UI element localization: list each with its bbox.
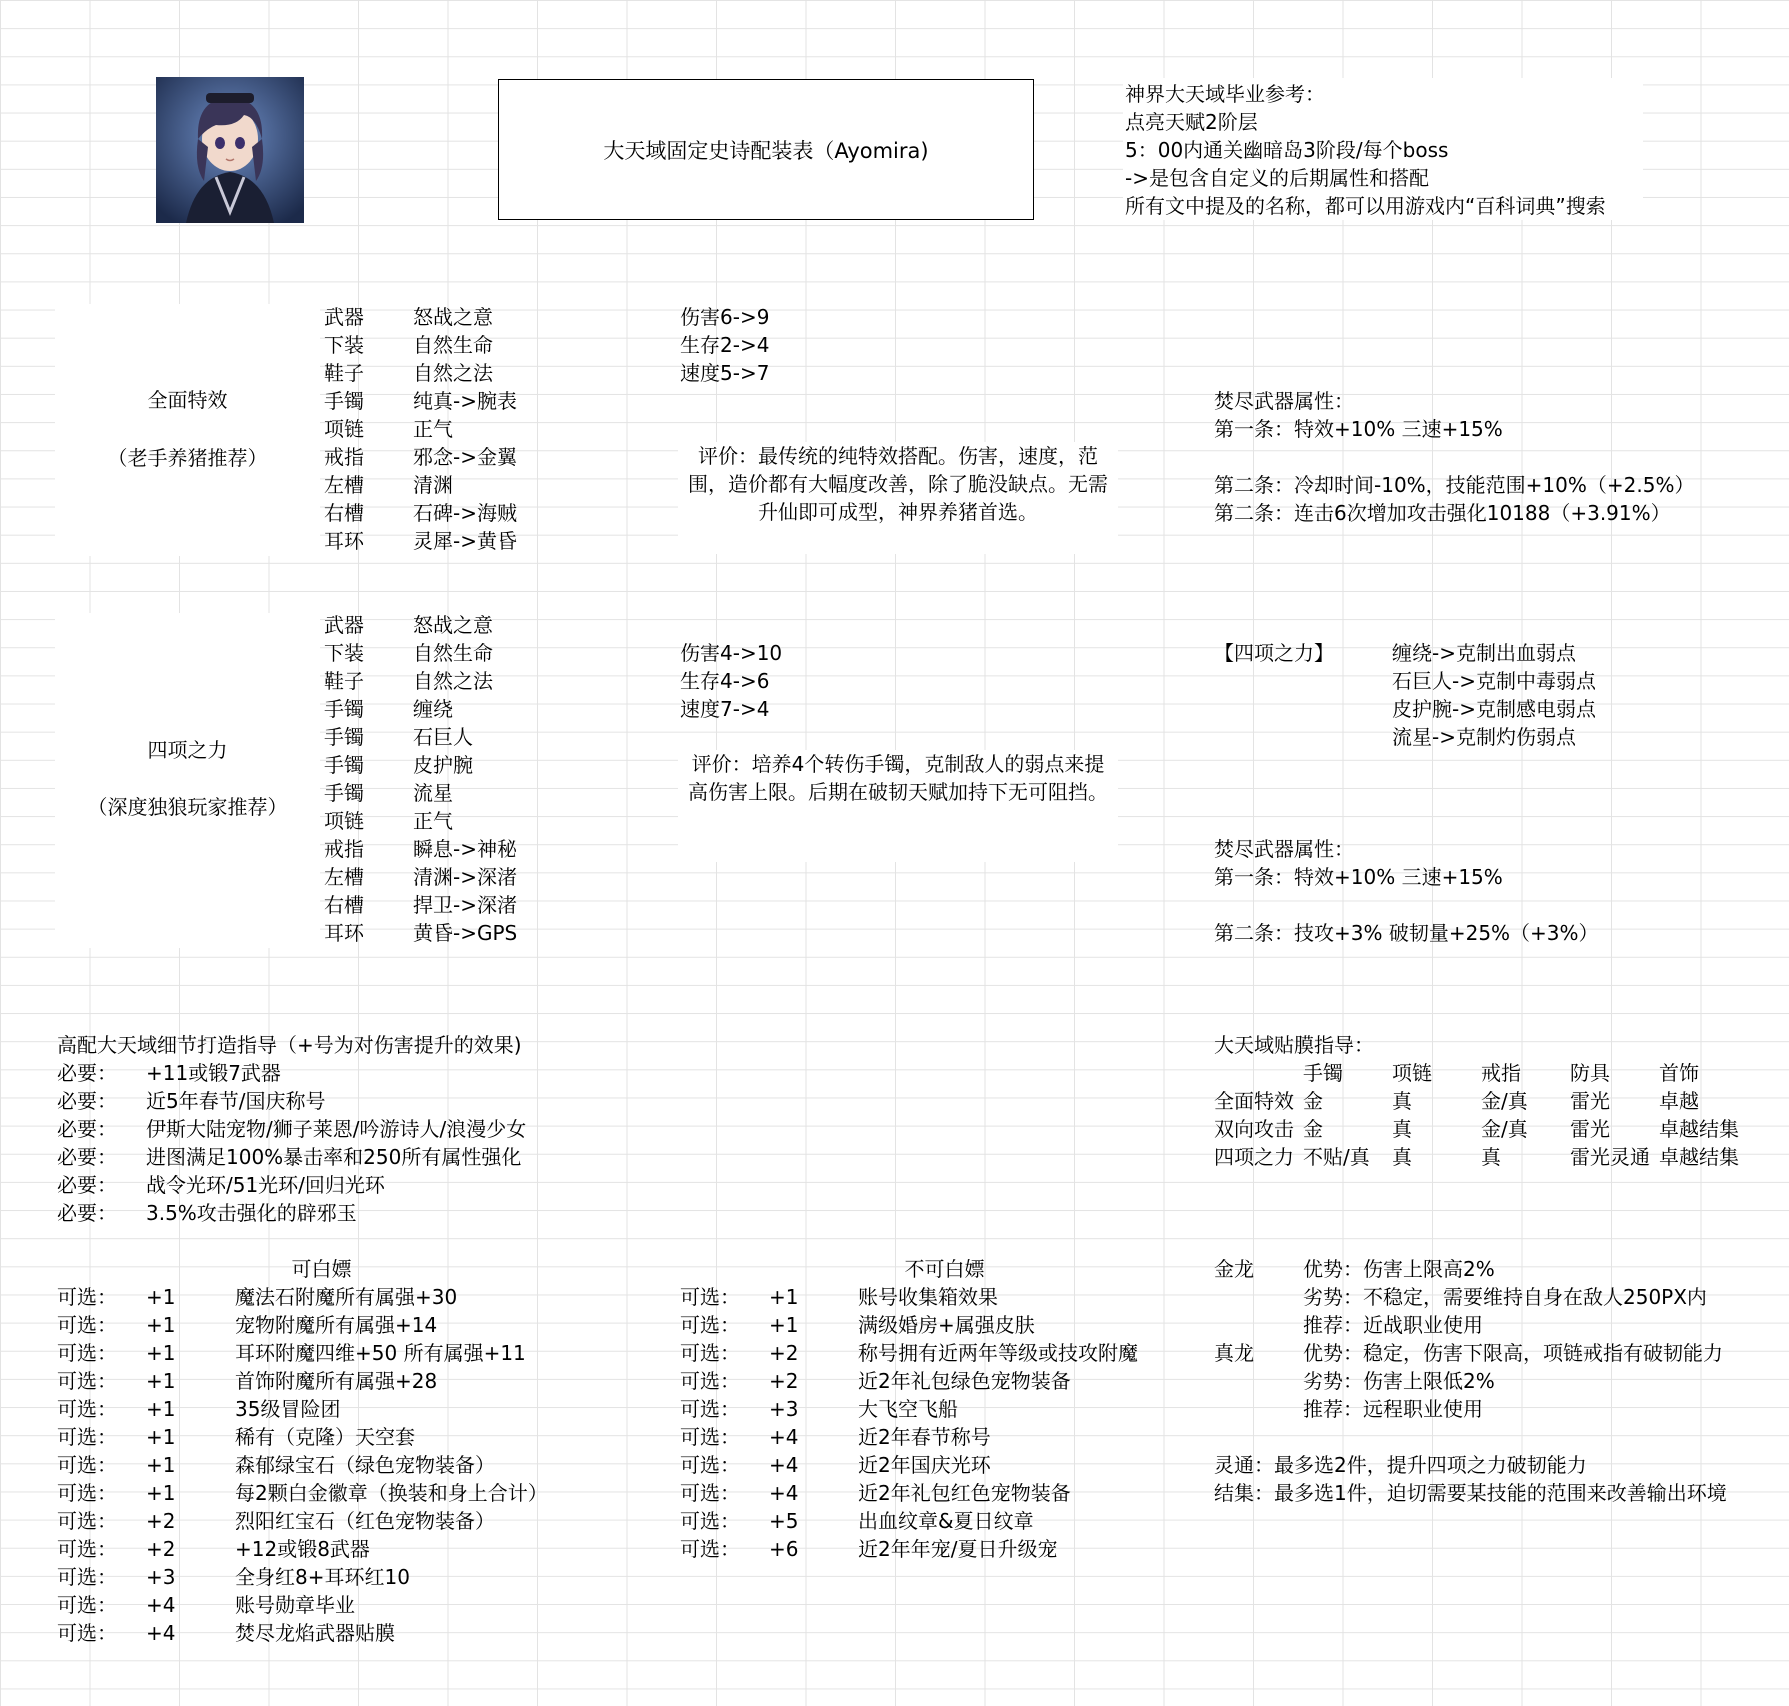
dragon-note: 优势：伤害上限高2% (1303, 1257, 1495, 1281)
dragon-note: 劣势：不稳定，需要维持自身在敌人250PX内 (1303, 1285, 1707, 1309)
weapon-attr: 第一条：特效+10% 三速+15% (1214, 865, 1503, 889)
optional-label: 可选： (57, 1313, 117, 1337)
slot-label: 鞋子 (324, 669, 364, 693)
slot-item: 自然生命 (413, 641, 493, 665)
optional-bonus: +1 (146, 1285, 176, 1309)
optional-label: 可选： (680, 1369, 740, 1393)
optional-item: 称号拥有近两年等级或技攻附魔 (858, 1341, 1138, 1365)
paid-title: 不可白嫖 (904, 1257, 985, 1281)
optional-bonus: +1 (146, 1481, 176, 1505)
optional-label: 可选： (680, 1425, 740, 1449)
optional-bonus: +1 (146, 1341, 176, 1365)
optional-bonus: +1 (146, 1425, 176, 1449)
optional-bonus: +4 (769, 1425, 799, 1449)
optional-item: 账号勋章毕业 (235, 1593, 355, 1617)
slot-label: 耳环 (324, 529, 364, 553)
optional-bonus: +1 (769, 1285, 799, 1309)
required-label: 必要： (57, 1145, 117, 1169)
optional-bonus: +1 (146, 1369, 176, 1393)
four-power-item: 石巨人->克制中毒弱点 (1392, 669, 1596, 693)
film-cell: 金 (1303, 1089, 1323, 1113)
slot-item: 自然生命 (413, 333, 493, 357)
optional-label: 可选： (680, 1341, 740, 1365)
required-label: 必要： (57, 1061, 117, 1085)
header-note: 神界大天域毕业参考： (1125, 82, 1325, 106)
optional-label: 可选： (680, 1453, 740, 1477)
film-header: 项链 (1392, 1061, 1432, 1085)
film-cell: 卓越结集 (1659, 1145, 1739, 1169)
set-review: 评价：培养4个转伤手镯，克制敌人的弱点来提高伤害上限。后期在破韧天赋加持下无可阻挡。 (678, 750, 1118, 862)
slot-label: 戒指 (324, 837, 364, 861)
optional-label: 可选： (680, 1537, 740, 1561)
optional-item: 宠物附魔所有属强+14 (235, 1313, 438, 1337)
optional-bonus: +4 (146, 1593, 176, 1617)
film-cell: 卓越 (1659, 1089, 1699, 1113)
four-power-item: 缠绕->克制出血弱点 (1392, 641, 1576, 665)
sheet-title: 大天域固定史诗配装表（Ayomira) (498, 79, 1034, 220)
film-note: 灵通：最多选2件，提升四项之力破韧能力 (1214, 1453, 1587, 1477)
optional-label: 可选： (680, 1313, 740, 1337)
film-header: 首饰 (1659, 1061, 1699, 1085)
header-note: 所有文中提及的名称，都可以用游戏内“百科词典”搜索 (1125, 194, 1606, 218)
slot-item: 怒战之意 (413, 305, 493, 329)
slot-item: 纯真->腕表 (413, 389, 517, 413)
required-item: 战令光环/51光环/回归光环 (146, 1173, 385, 1197)
optional-item: 烈阳红宝石（红色宠物装备） (235, 1509, 495, 1533)
set-review: 评价：最传统的纯特效搭配。伤害，速度，范围，造价都有大幅度改善，除了脆没缺点。无需升仙即可成型，神界养猪首选。 (678, 442, 1118, 554)
optional-label: 可选： (680, 1285, 740, 1309)
film-note: 结集：最多选1件，迫切需要某技能的范围来改善输出环境 (1214, 1481, 1727, 1505)
film-cell: 金/真 (1481, 1089, 1528, 1113)
optional-label: 可选： (680, 1509, 740, 1533)
optional-item: 焚尽龙焰武器贴膜 (235, 1621, 395, 1645)
slot-item: 正气 (413, 809, 453, 833)
slot-item: 捍卫->深渚 (413, 893, 517, 917)
optional-label: 可选： (57, 1481, 117, 1505)
slot-item: 流星 (413, 781, 453, 805)
slot-label: 耳环 (324, 921, 364, 945)
slot-label: 手镯 (324, 781, 364, 805)
optional-item: 近2年年宠/夏日升级宠 (858, 1537, 1058, 1561)
required-label: 必要： (57, 1117, 117, 1141)
film-header: 手镯 (1303, 1061, 1343, 1085)
optional-bonus: +4 (769, 1453, 799, 1477)
optional-label: 可选： (57, 1397, 117, 1421)
slot-item: 邪念->金翼 (413, 445, 517, 469)
film-cell: 雷光 (1570, 1117, 1610, 1141)
optional-label: 可选： (57, 1621, 117, 1645)
slot-label: 右槽 (324, 893, 364, 917)
stat: 生存4->6 (680, 669, 770, 693)
film-cell: 不贴/真 (1303, 1145, 1370, 1169)
optional-label: 可选： (57, 1565, 117, 1589)
film-cell: 真 (1392, 1117, 1412, 1141)
stat: 速度7->4 (680, 697, 770, 721)
optional-bonus: +2 (146, 1509, 176, 1533)
dragon-note: 劣势：伤害上限低2% (1303, 1369, 1495, 1393)
guide-title: 高配大天域细节打造指导（+号为对伤害提升的效果) (57, 1033, 522, 1057)
required-item: 3.5%攻击强化的辟邪玉 (146, 1201, 357, 1225)
optional-item: 每2颗白金徽章（换装和身上合计） (235, 1481, 548, 1505)
slot-item: 灵犀->黄昏 (413, 529, 517, 553)
slot-item: 怒战之意 (413, 613, 493, 637)
optional-label: 可选： (57, 1369, 117, 1393)
film-row-label: 双向攻击 (1214, 1117, 1294, 1141)
slot-label: 左槽 (324, 865, 364, 889)
optional-bonus: +3 (146, 1565, 176, 1589)
film-title: 大天域贴膜指导： (1214, 1033, 1374, 1057)
optional-bonus: +2 (769, 1341, 799, 1365)
slot-item: 正气 (413, 417, 453, 441)
optional-label: 可选： (680, 1481, 740, 1505)
optional-bonus: +2 (146, 1537, 176, 1561)
slot-item: 自然之法 (413, 669, 493, 693)
required-item: 进图满足100%暴击率和250所有属性强化 (146, 1145, 522, 1169)
weapon-attr: 第二条：连击6次增加攻击强化10188（+3.91%） (1214, 501, 1671, 525)
slot-label: 手镯 (324, 753, 364, 777)
weapon-attr: 第一条：特效+10% 三速+15% (1214, 417, 1503, 441)
free-title: 可白嫖 (291, 1257, 352, 1281)
required-item: 近5年春节/国庆称号 (146, 1089, 326, 1113)
optional-bonus: +1 (146, 1397, 176, 1421)
optional-item: 大飞空飞船 (858, 1397, 958, 1421)
required-label: 必要： (57, 1089, 117, 1113)
dragon-note: 推荐：近战职业使用 (1303, 1313, 1483, 1337)
weapon-attr-title: 焚尽武器属性： (1214, 389, 1354, 413)
optional-label: 可选： (57, 1425, 117, 1449)
optional-bonus: +1 (146, 1453, 176, 1477)
optional-item: 近2年国庆光环 (858, 1453, 991, 1477)
optional-item: 近2年礼包绿色宠物装备 (858, 1369, 1071, 1393)
slot-label: 下装 (324, 641, 364, 665)
optional-bonus: +6 (769, 1537, 799, 1561)
optional-item: 近2年礼包红色宠物装备 (858, 1481, 1071, 1505)
slot-item: 缠绕 (413, 697, 453, 721)
stat: 伤害6->9 (680, 305, 770, 329)
header-note: 5：00内通关幽暗岛3阶段/每个boss (1125, 138, 1449, 162)
weapon-attr-title: 焚尽武器属性： (1214, 837, 1354, 861)
optional-bonus: +3 (769, 1397, 799, 1421)
header-note: 点亮天赋2阶层 (1125, 110, 1258, 134)
film-cell: 卓越结集 (1659, 1117, 1739, 1141)
required-item: 伊斯大陆宠物/狮子莱恩/吟游诗人/浪漫少女 (146, 1117, 527, 1141)
dragon-name: 真龙 (1214, 1341, 1254, 1365)
set-name: 四项之力 (147, 738, 228, 762)
slot-item: 石巨人 (413, 725, 473, 749)
set-subtitle: （深度独狼玩家推荐） (87, 795, 288, 819)
film-cell: 真 (1392, 1089, 1412, 1113)
film-row-label: 全面特效 (1214, 1089, 1294, 1113)
optional-bonus: +2 (769, 1369, 799, 1393)
slot-item: 石碑->海贼 (413, 501, 517, 525)
film-header: 戒指 (1481, 1061, 1521, 1085)
weapon-attr: 第二条：技攻+3% 破韧量+25%（+3%） (1214, 921, 1599, 945)
required-item: +11或锻7武器 (146, 1061, 281, 1085)
film-header: 防具 (1570, 1061, 1610, 1085)
slot-item: 自然之法 (413, 361, 493, 385)
slot-label: 项链 (324, 417, 364, 441)
dragon-note: 推荐：远程职业使用 (1303, 1397, 1483, 1421)
film-cell: 雷光灵通 (1570, 1145, 1650, 1169)
slot-label: 左槽 (324, 473, 364, 497)
optional-item: 满级婚房+属强皮肤 (858, 1313, 1035, 1337)
film-cell: 金 (1303, 1117, 1323, 1141)
avatar (156, 77, 304, 223)
optional-label: 可选： (57, 1509, 117, 1533)
slot-label: 戒指 (324, 445, 364, 469)
four-power-item: 皮护腕->克制感电弱点 (1392, 697, 1596, 721)
film-cell: 真 (1392, 1145, 1412, 1169)
film-cell: 雷光 (1570, 1089, 1610, 1113)
optional-item: 账号收集箱效果 (858, 1285, 998, 1309)
slot-label: 下装 (324, 333, 364, 357)
optional-item: 稀有（克隆）天空套 (235, 1425, 415, 1449)
stat: 伤害4->10 (680, 641, 783, 665)
slot-label: 手镯 (324, 697, 364, 721)
four-power-item: 流星->克制灼伤弱点 (1392, 725, 1576, 749)
optional-label: 可选： (57, 1593, 117, 1617)
slot-label: 鞋子 (324, 361, 364, 385)
slot-label: 右槽 (324, 501, 364, 525)
optional-label: 可选： (680, 1397, 740, 1421)
optional-label: 可选： (57, 1453, 117, 1477)
set-name: 全面特效 (147, 388, 228, 412)
optional-label: 可选： (57, 1285, 117, 1309)
slot-label: 手镯 (324, 725, 364, 749)
optional-bonus: +1 (769, 1313, 799, 1337)
optional-label: 可选： (57, 1537, 117, 1561)
stat: 速度5->7 (680, 361, 770, 385)
slot-item: 皮护腕 (413, 753, 473, 777)
stat: 生存2->4 (680, 333, 770, 357)
four-power-title: 【四项之力】 (1214, 641, 1334, 665)
dragon-note: 优势：稳定，伤害下限高，项链戒指有破韧能力 (1303, 1341, 1723, 1365)
slot-item: 瞬息->神秘 (413, 837, 517, 861)
required-label: 必要： (57, 1173, 117, 1197)
optional-bonus: +4 (146, 1621, 176, 1645)
film-cell: 真 (1481, 1145, 1501, 1169)
slot-item: 清渊 (413, 473, 453, 497)
optional-item: 出血纹章&夏日纹章 (858, 1509, 1034, 1533)
optional-item: 耳环附魔四维+50 所有属强+11 (235, 1341, 526, 1365)
film-cell: 金/真 (1481, 1117, 1528, 1141)
optional-item: 35级冒险团 (235, 1397, 341, 1421)
optional-label: 可选： (57, 1341, 117, 1365)
film-row-label: 四项之力 (1214, 1145, 1294, 1169)
optional-item: 魔法石附魔所有属强+30 (235, 1285, 458, 1309)
slot-label: 武器 (324, 305, 364, 329)
required-label: 必要： (57, 1201, 117, 1225)
set-subtitle: （老手养猪推荐） (107, 446, 268, 470)
slot-item: 清渊->深渚 (413, 865, 517, 889)
slot-item: 黄昏->GPS (413, 921, 518, 945)
weapon-attr: 第二条：冷却时间-10%，技能范围+10%（+2.5%） (1214, 473, 1695, 497)
optional-bonus: +5 (769, 1509, 799, 1533)
optional-bonus: +1 (146, 1313, 176, 1337)
optional-bonus: +4 (769, 1481, 799, 1505)
slot-label: 项链 (324, 809, 364, 833)
optional-item: 全身红8+耳环红10 (235, 1565, 410, 1589)
optional-item: 首饰附魔所有属强+28 (235, 1369, 438, 1393)
slot-label: 武器 (324, 613, 364, 637)
dragon-name: 金龙 (1214, 1257, 1254, 1281)
header-note: ->是包含自定义的后期属性和搭配 (1125, 166, 1429, 190)
slot-label: 手镯 (324, 389, 364, 413)
optional-item: 近2年春节称号 (858, 1425, 991, 1449)
optional-item: 森郁绿宝石（绿色宠物装备） (235, 1453, 495, 1477)
optional-item: +12或锻8武器 (235, 1537, 370, 1561)
